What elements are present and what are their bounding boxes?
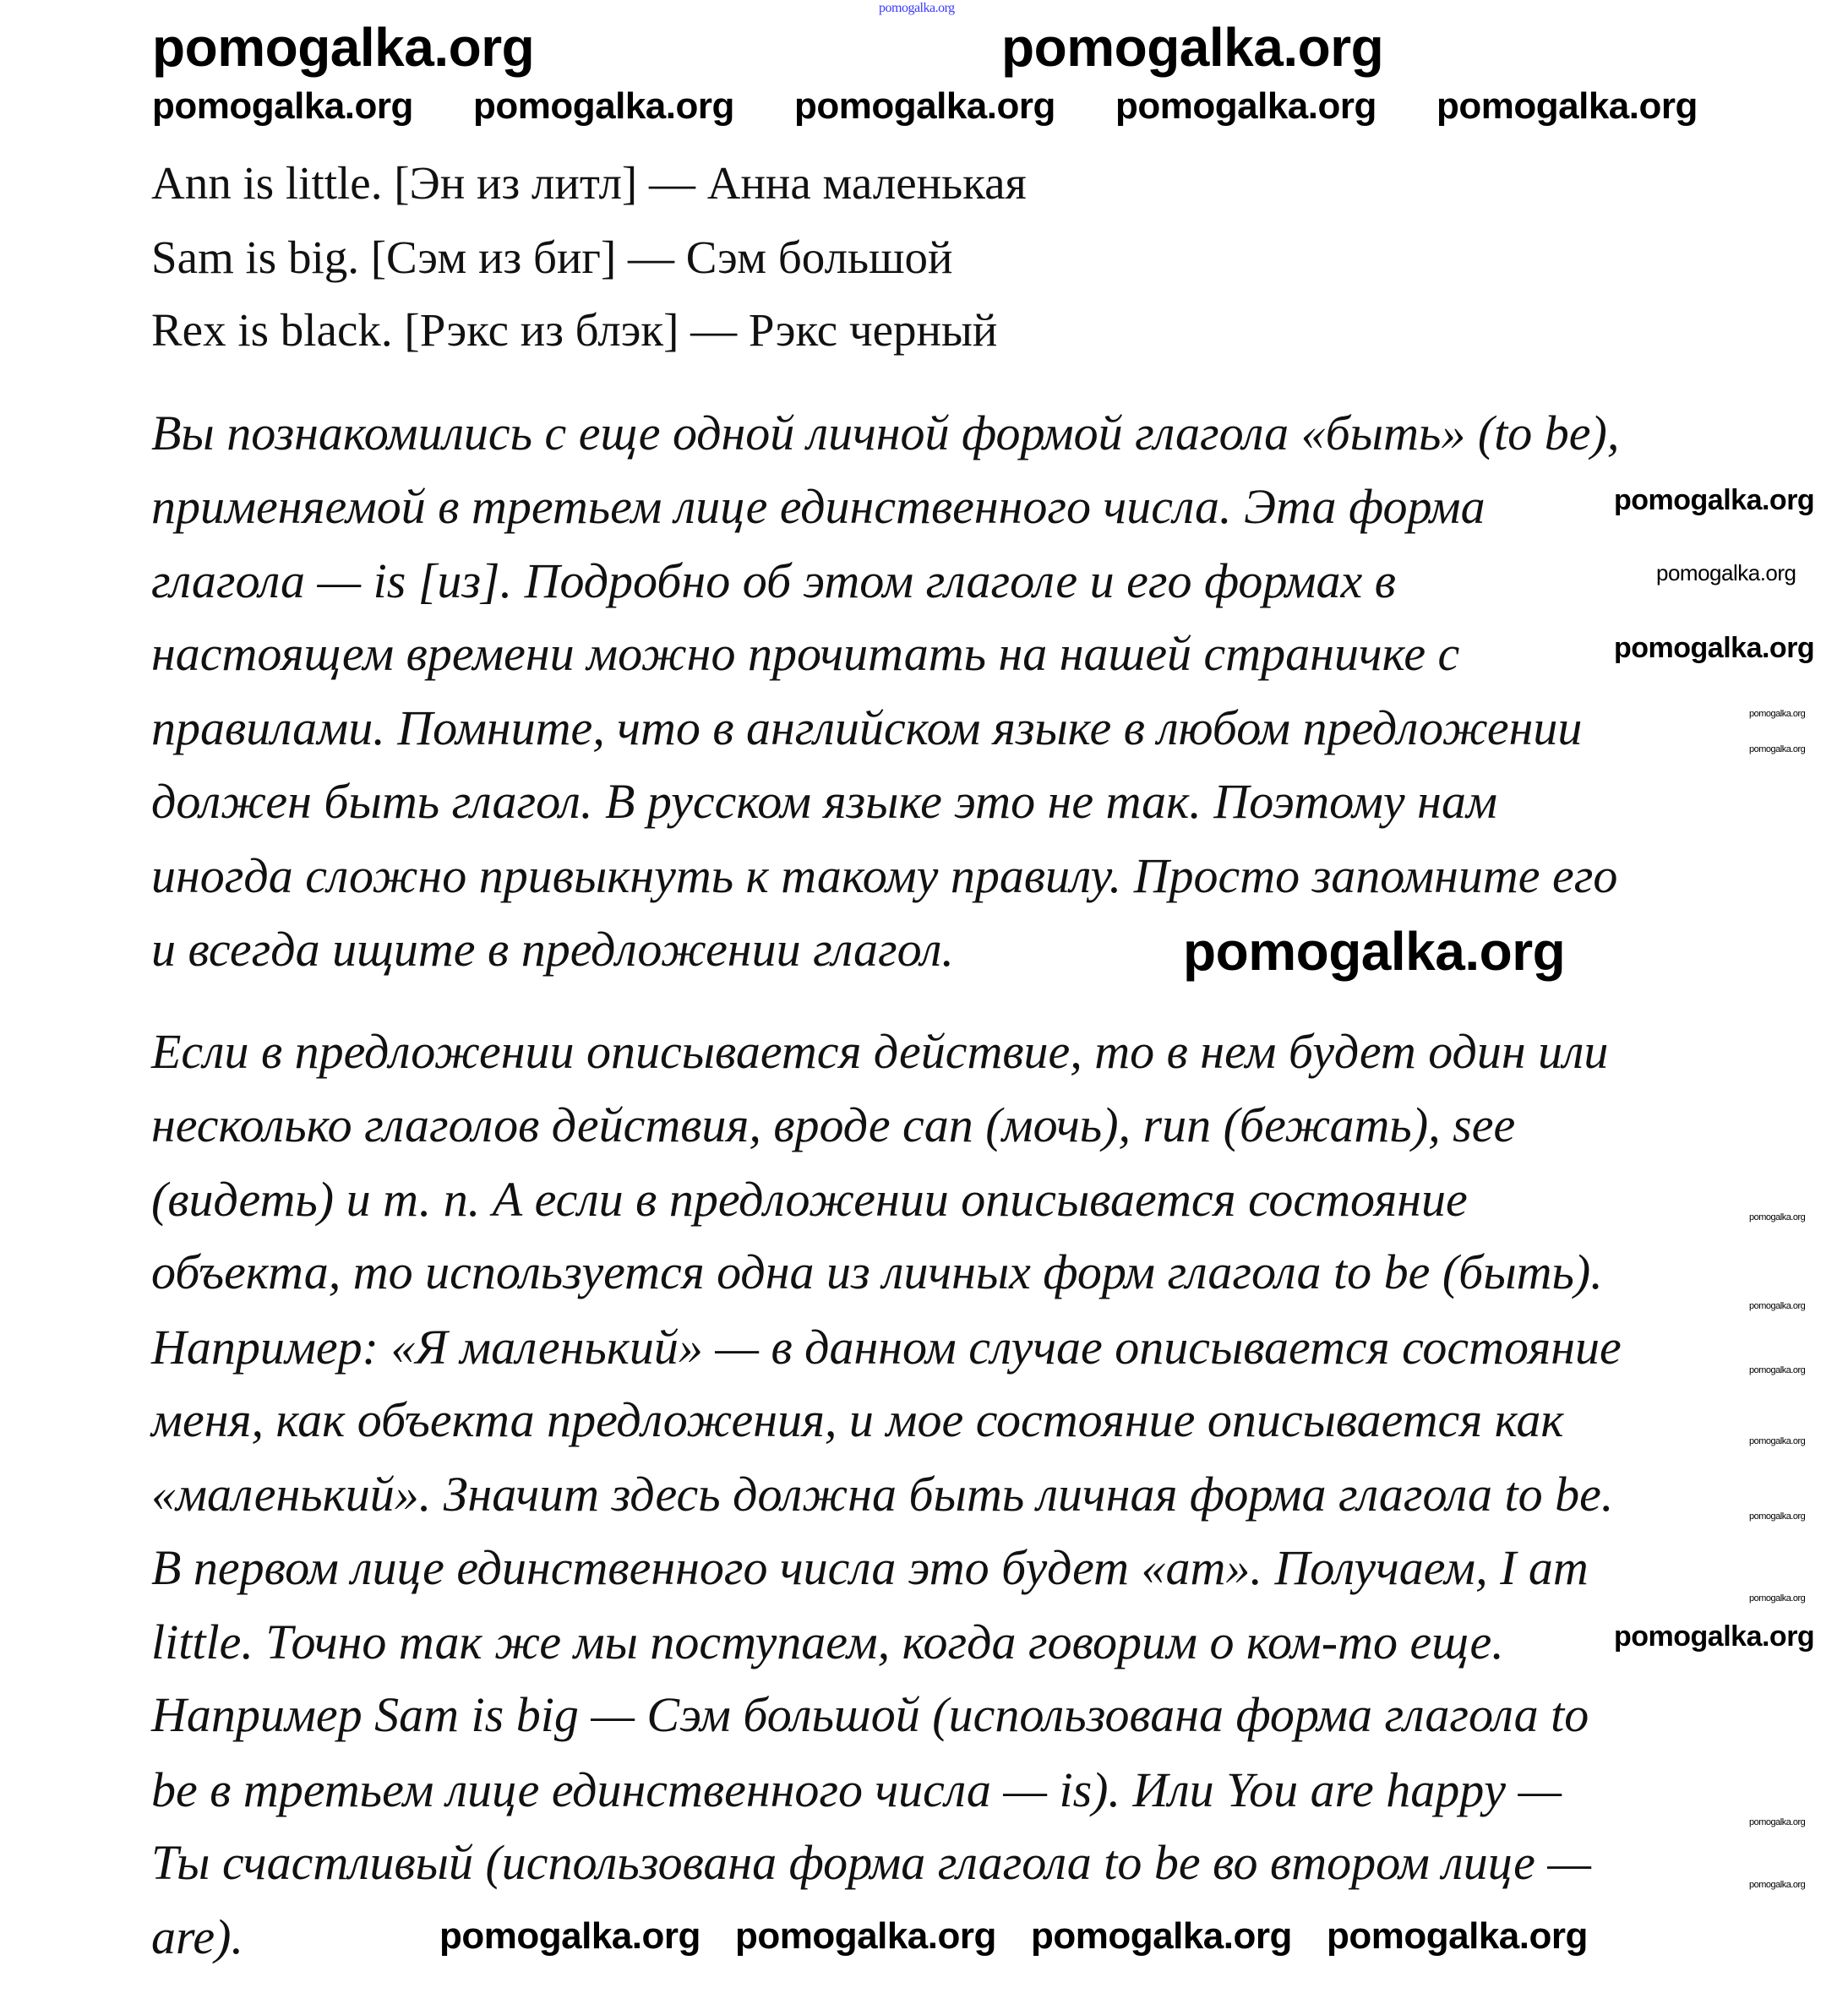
watermark: pomogalka.org (1031, 1915, 1292, 1957)
paragraph-line: «маленький». Значит здесь должна быть личная форма глагола to be. (151, 1467, 1614, 1522)
paragraph-line: Ты счастливый (использована форма глагола to be во втором лице — (151, 1835, 1591, 1890)
watermark: pomogalka.org (1656, 560, 1796, 585)
watermark: pomogalka.org (735, 1915, 996, 1957)
watermark: pomogalka.org (1749, 1880, 1806, 1890)
paragraph-line: Например Sam is big — Сэм большой (использована форма глагола to (151, 1687, 1589, 1742)
paragraph-line: be в третьем лице единственного числа — is). Или You are happy — (151, 1762, 1562, 1817)
paragraph-line: должен быть глагол. В русском языке это не так. Поэтому нам (151, 774, 1497, 829)
watermark: pomogalka.org (152, 17, 535, 78)
paragraph-line: меня, как объекта предложения, и мое состояние описывается как (151, 1392, 1564, 1447)
paragraph-line: Если в предложении описывается действие, то в нем будет один или (151, 1024, 1609, 1079)
example-line: Rex is black. [Рэкс из блэк] — Рэкс черный (151, 304, 998, 356)
paragraph-line: are). (151, 1909, 243, 1964)
watermark: pomogalka.org (1749, 1212, 1806, 1223)
paragraph-line: little. Точно так же мы поступаем, когда говорим о ком-то еще. (151, 1615, 1504, 1669)
watermark: pomogalka.org (1614, 484, 1815, 516)
paragraph-line: несколько глаголов действия, вроде can (мочь), run (бежать), see (151, 1097, 1516, 1152)
paragraph-line: Вы познакомились с еще одной личной формой глагола «быть» (to be), (151, 406, 1620, 460)
header-watermark: pomogalka.org (879, 1, 955, 15)
paragraph-line: Например: «Я маленький» — в данном случае описывается состояние (151, 1320, 1622, 1375)
watermark: pomogalka.org (1436, 85, 1698, 127)
watermark: pomogalka.org (1614, 1620, 1815, 1653)
watermark: pomogalka.org (1614, 632, 1815, 664)
paragraph-line: объекта, то используется одна из личных форм глагола to be (быть). (151, 1244, 1603, 1299)
paragraph-line: (видеть) и т. п. А если в предложении описывается состояние (151, 1172, 1468, 1227)
watermark: pomogalka.org (1001, 17, 1384, 78)
example-line: Ann is little. [Эн из литл] — Анна маленькая (151, 157, 1027, 209)
watermark: pomogalka.org (1327, 1915, 1588, 1957)
watermark: pomogalka.org (473, 85, 734, 127)
watermark: pomogalka.org (794, 85, 1055, 127)
paragraph-line: иногда сложно привыкнуть к такому правилу. Просто запомните его (151, 848, 1618, 903)
paragraph-line: глагола — is [из]. Подробно об этом глаголе и его формах в (151, 553, 1396, 608)
watermark: pomogalka.org (439, 1915, 700, 1957)
watermark: pomogalka.org (1749, 1817, 1806, 1827)
watermark: pomogalka.org (1749, 1365, 1806, 1375)
paragraph-line: применяемой в третьем лице единственного числа. Эта форма (151, 479, 1485, 534)
watermark: pomogalka.org (152, 85, 413, 127)
watermark: pomogalka.org (1749, 744, 1806, 754)
paragraph-line: и всегда ищите в предложении глагол. (151, 922, 954, 977)
watermark: pomogalka.org (1749, 709, 1806, 719)
watermark: pomogalka.org (1749, 1511, 1806, 1522)
paragraph-line: настоящем времени можно прочитать на нашей страничке с (151, 626, 1460, 681)
watermark: pomogalka.org (1749, 1436, 1806, 1446)
example-line: Sam is big. [Сэм из биг] — Сэм большой (151, 231, 953, 283)
watermark: pomogalka.org (1749, 1593, 1806, 1604)
watermark: pomogalka.org (1749, 1301, 1806, 1311)
paragraph-line: правилами. Помните, что в английском языке в любом предложении (151, 700, 1583, 755)
watermark: pomogalka.org (1183, 921, 1566, 982)
paragraph-line: В первом лице единственного числа это будет «am». Получаем, I am (151, 1540, 1589, 1595)
watermark: pomogalka.org (1115, 85, 1376, 127)
